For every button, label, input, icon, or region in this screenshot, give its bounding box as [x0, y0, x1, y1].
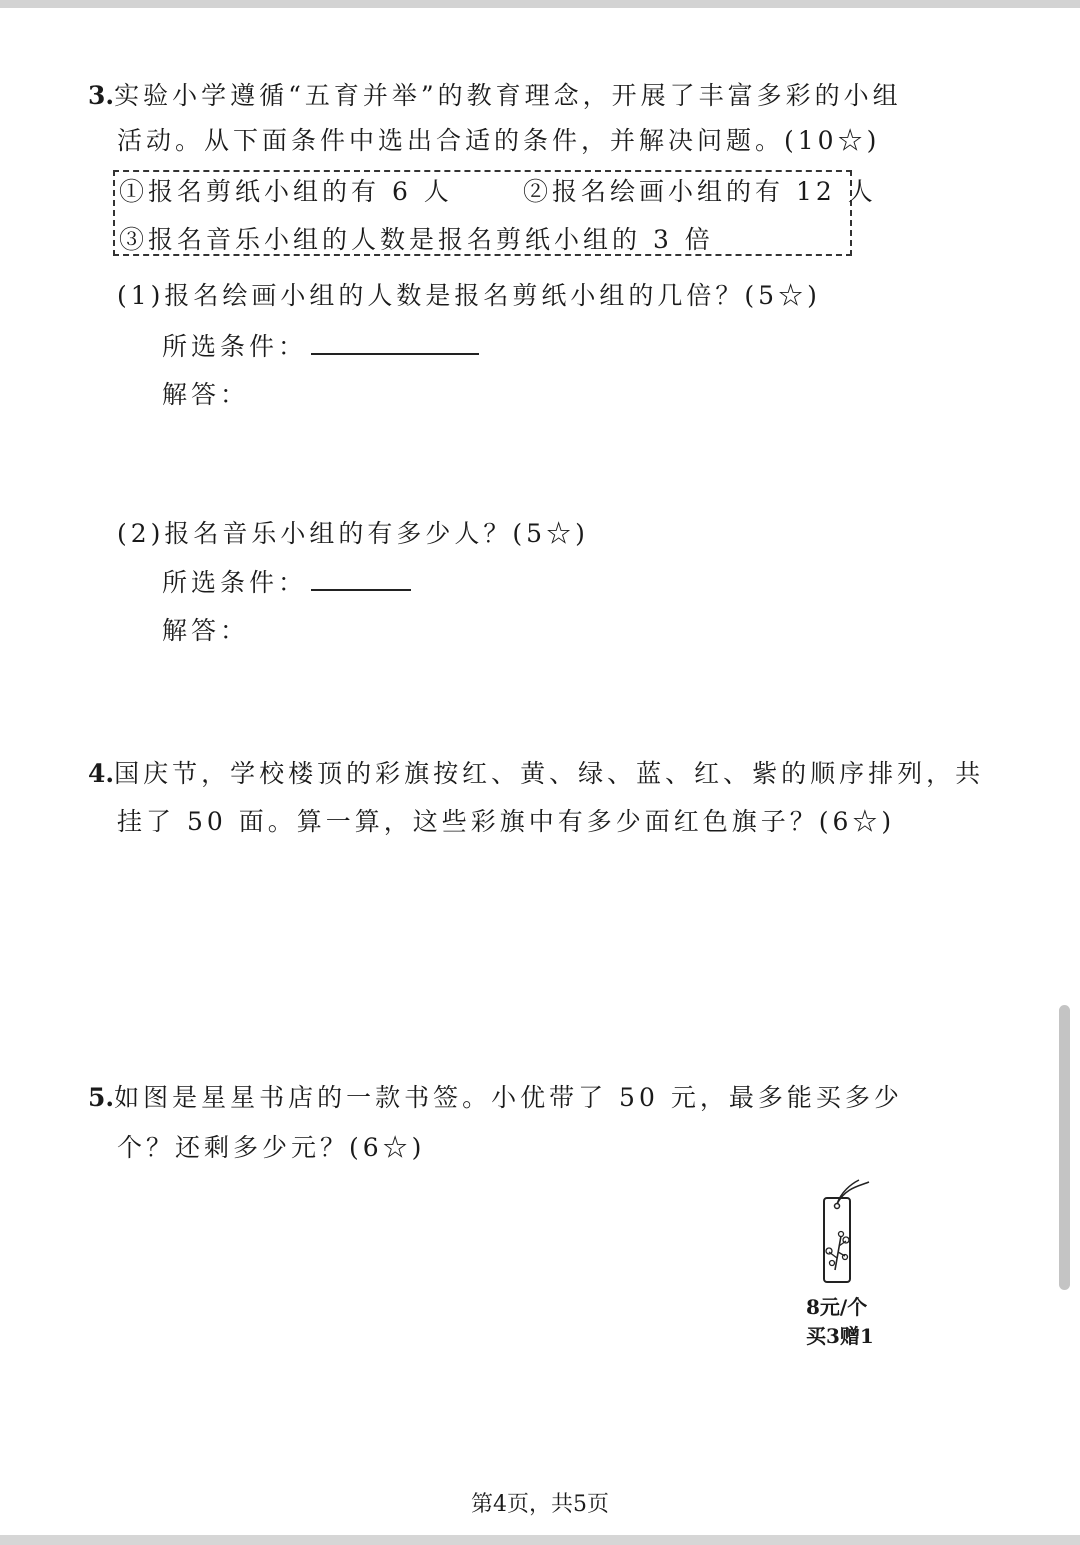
q3-sub1-condition-blank[interactable]: [311, 331, 479, 355]
bottom-bar: [0, 1535, 1080, 1545]
q5-number: 5.: [88, 1083, 115, 1112]
condition-2: ②报名绘画小组的有 12 人: [523, 177, 877, 206]
bookmark-price: 8元/个: [806, 1295, 868, 1319]
q3-sub2-condition: [162, 566, 411, 600]
q3-sub2-condition-label: 所选条件：: [162, 568, 308, 597]
q4-line-2: 挂了 50 面。算一算，这些彩旗中有多少面红色旗子？(6☆): [117, 807, 896, 836]
q4-number: 4.: [88, 759, 115, 788]
q5-text-1: 如图是星星书店的一款书签。小优带了 50 元，最多能买多少: [114, 1083, 903, 1112]
condition-1: ①报名剪纸小组的有 6 人: [119, 177, 453, 206]
q3-sub1-answer-label: 解答：: [162, 380, 250, 409]
q3-sub2-answer-label: 解答：: [162, 616, 250, 645]
q3-sub2-question: (2)报名音乐小组的有多少人？(5☆): [117, 519, 589, 548]
q4-line-1: [88, 757, 984, 791]
bookmark-icon: [815, 1178, 875, 1288]
q4-text-1: 国庆节，学校楼顶的彩旗按红、黄、绿、蓝、红、紫的顺序排列，共: [114, 759, 985, 788]
q3-text-1: 实验小学遵循“五育并举”的教育理念，开展了丰富多彩的小组: [114, 81, 902, 110]
q3-sub1-condition: [162, 330, 479, 364]
page-footer: 第4页，共5页: [471, 1492, 609, 1517]
condition-3: ③报名音乐小组的人数是报名剪纸小组的 3 倍: [119, 225, 714, 254]
top-bar: [0, 0, 1080, 8]
q3-sub1-question: (1)报名绘画小组的人数是报名剪纸小组的几倍？(5☆): [117, 281, 821, 310]
q5-line-2: 个？还剩多少元？(6☆): [117, 1133, 426, 1162]
bookmark-offer: 买3赠1: [806, 1324, 874, 1348]
q3-line-1: [88, 79, 902, 113]
q3-line-2: 活动。从下面条件中选出合适的条件，并解决问题。(10☆): [117, 126, 881, 155]
q5-line-1: [88, 1081, 903, 1115]
q3-number: 3.: [88, 81, 115, 110]
q3-sub1-condition-label: 所选条件：: [162, 332, 308, 361]
scrollbar-thumb[interactable]: [1059, 1005, 1070, 1290]
q3-sub2-condition-blank[interactable]: [311, 567, 411, 591]
